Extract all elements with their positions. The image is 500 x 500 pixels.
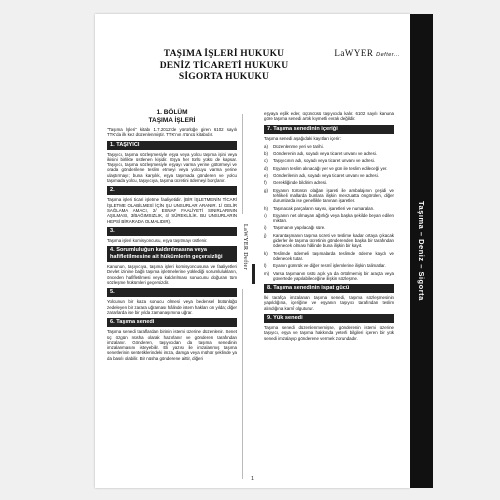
list-item-text: Eyanın gümrük ve diğer resmî işlemlerine ilişkin talimatlar.	[273, 263, 386, 269]
list-item-key: b)	[264, 151, 268, 157]
section-6-heading: 6. Taşıma senedi	[107, 318, 237, 327]
list-item-text: Karantaşmanın taşıma ücreti ve teslime kadar ortaya çıkacak giderler ile taşıma ücretinin gönderenden başka bir tarafından ödenecek olması hâlinde buna ilişkin bir kayıt.	[273, 232, 394, 249]
chapter-side-tab	[410, 14, 433, 488]
list-item-text: Gönderilenin adı, soyadı veya ticaret unvanı ve adresi.	[273, 173, 379, 179]
list-item-text: Taşınacak parçaların sayısı, işaretleri ve numaraları.	[273, 205, 375, 211]
list-item-text: Taşıyıcının adı, soyadı veya ticaret unvanı ve adresi.	[273, 158, 376, 164]
list-item-key: c)	[264, 158, 268, 164]
logo-tag: Defter...	[376, 52, 400, 58]
list-item	[264, 166, 394, 171]
list-item-key: k)	[264, 250, 268, 256]
list-item-key: g)	[264, 187, 268, 193]
list-item	[264, 213, 394, 224]
section-2-heading: 2.	[107, 186, 237, 195]
chapter-title: 1. BÖLÜM TAŞIMA İŞLERİ	[148, 109, 196, 124]
list-item	[264, 263, 394, 268]
section-8-heading: 8. Taşıma senedinin ispat gücü	[264, 284, 394, 293]
section-8-text: İki tarafça imzalanan taşıma senedi, taşıma sözleşmesinin yapıldığına, içeriğine ve eşyanın taşıyıcı tarafından teslim alındığına karnî olguturur.	[264, 295, 394, 311]
lawyer-logo	[334, 48, 400, 58]
mid-logo-bar	[252, 264, 255, 284]
section-6-text: Taşıma senedi taraflardan birinin istemi üzerine düzenlenir. Senet üç özgün nüsha olarak hazırlanır ve gönderen tarafından imzalanır. Gönderen, taşıyıcıdan da taşıma senedinin imzalanmasını isteyebilir. Eli yazısı ile imzalanmış taşıma senetlerinin sentetiklerindeki imza, damga veya mühür şeklinde ya da basılı olabilir. Bir nüsha gönderene aittir, diğeri	[107, 329, 237, 361]
title-line-1: TAŞIMA İŞLERİ HUKUKU	[163, 49, 285, 59]
list-item-key: h)	[264, 205, 268, 211]
list-item-key: d)	[264, 165, 268, 171]
intro-text: "Taşıma İşleri" kitabı 1.7.2012'de yürürlüğe giren 6102 sayılı TTK'da ilk kez düzenlenmiştir. TTK'nın 4'üncü kitabıdır.	[107, 127, 237, 138]
section-7-lead: Taşıma senedi aşağıdaki kayıtları içerir:	[264, 135, 341, 141]
section-9-text: Taşıma senedi düzenlenmemişse, gönderenin istemi üzerine taşıyıcı, eşya ve taşıma hakkında yeterli bilgileri içeren bir yük senedi imzalayıp gönderene vermek zorundadır.	[264, 325, 394, 341]
list-item-key: l)	[264, 263, 267, 269]
title-line-3: SİGORTA HUKUKU	[178, 72, 270, 82]
list-item-key: i)	[264, 225, 267, 231]
section-9-heading: 9. Yük senedi	[264, 314, 394, 323]
section-7-list	[264, 144, 394, 281]
section-4-heading: 4. Sorumluluğun kaldırılmasına veya hafifletilmesine ait hükümlerin geçersizliği	[107, 246, 237, 262]
section-4-text: Kanunun, taşıyıcıya, taşıma işleri komisyoncusuna ve faaliyetleri Devlet izinine bağlı taşıma işletmelerine yüklediği sorumlulukların, önceden hafifletilmesi veya kaldırılması sonucunu doğuran tüm sözleşme hükümleri geçersizdir.	[107, 264, 237, 286]
list-item	[264, 206, 394, 211]
list-item-key: a)	[264, 143, 268, 149]
list-item-text: Düzenlenme yeri ve tarihi.	[273, 143, 324, 149]
list-item	[264, 251, 394, 262]
section-2-text: Taşıma işleri ticari işletme faaliyetidir. (BİR İŞLETMENİN TİCARİ İŞLETME OLABİLMESİ İÇİN ŞU UNSURLAR ARANIR. 1/ GELİR SAĞLAMA AMACI, 2/ ESNAF FAALİYETİ SINIRLARININ AŞILMASI, 3/BAĞIMSIZLIK, 4/ SÜREKLİLİK. BU UNSURLARIN HEPSİ BİRARADA OLMALIDIR).	[107, 197, 237, 224]
list-item-key: j)	[264, 232, 267, 238]
list-item	[264, 225, 394, 230]
section-5-text: Yolcunun bir kaza sonucu ölmesi veya bedensel bütünlüğü zedeleyen bir zarara uğraması hâlinde istem hakları on yılda; diğer zararlarda ise bir yılda zamanaşımına uğrar.	[107, 299, 237, 315]
page-number: 1	[251, 476, 254, 482]
section-1-heading: 1. TAŞIYICI	[107, 141, 237, 150]
section-1-text: Taşıyıcı, taşıma sözleşmesiyle eşya veya yolcu taşıma işini veya ikisini birlikte üstlenen kişidir. Eşya her türlü yükü de kapsar. Taşıyıcı, taşıma sözleşmesiyle eşyayı varma yerine götürmeyi ve orada gönderilene teslim etmeyi veya yolcuyu varma yerine ulaştırmayı; buna karşılık, eşya taşımada gönderen ve yolcu taşımada yolcu, taşıyıcıya, taşıma ücretini ödemeyi borçlanır.	[107, 151, 237, 184]
list-item-key: m)	[264, 270, 270, 276]
section-3-heading: 3.	[107, 227, 237, 236]
column-divider-bottom	[242, 289, 243, 479]
list-item	[264, 271, 394, 282]
column-divider-top	[242, 114, 243, 214]
left-column	[107, 109, 237, 364]
continued-text: eşyaya eşlik eder, üçüncüsü taşıyıcıda kalır. 6102 sayılı kanuna göre taşıma senedi artık kıymetli evrak değildir.	[264, 111, 394, 122]
list-item-text: Varsa taşımanın üstü açık ya da örtülmemiş bir araçta veya güvertede yapılabileceğine ilişkin sözleşme.	[273, 270, 394, 281]
list-item	[264, 173, 394, 178]
list-item-text: Eşyanın net olmayan ağırlığı veya başka şekilde beyan edilen miktarı.	[273, 212, 394, 224]
section-3-text: Taşıma işleri komisyoncusu, eşya taşıtmayı üstlenir.	[107, 237, 208, 243]
title-line-2: DENİZ TİCARETİ HUKUKU	[159, 60, 289, 71]
document-page	[95, 14, 410, 488]
list-item	[264, 158, 394, 163]
right-column	[264, 111, 394, 344]
list-item-text: Eşyanın teslim alınacağı yer ve gün ile teslim edileceği yer.	[273, 165, 388, 171]
list-item	[264, 180, 394, 185]
list-item-key: e)	[264, 173, 268, 179]
list-item	[264, 151, 394, 156]
list-item-key: f)	[264, 180, 267, 186]
section-5-heading: 5.	[107, 288, 237, 297]
list-item-key: ı)	[264, 212, 267, 218]
document-titles	[95, 49, 353, 84]
list-item-text: Eşyanın türünün olağan işareti ile ambalajının çeşidi ve tehlikeli mallarda bunlara ilişkin mevzuatta öngörülen, diğer durumlarda ise genellikle tanınan işaretler.	[273, 187, 394, 204]
list-item	[264, 144, 394, 149]
list-item-text: Teslimde ödemeli taşımalarda teslimde ödeme kaydı ve ödenecek tutar.	[273, 250, 394, 261]
list-item-text: Gönderenin adı, soyadı veya ticaret unvanı ve adresi.	[273, 151, 377, 157]
mid-logo-text: LaWYER Defter	[242, 224, 248, 271]
list-item	[264, 233, 394, 249]
section-7-heading: 7. Taşıma senedinin içeriği	[264, 125, 394, 134]
list-item-text: Gerekliğinde bildirim adresi.	[273, 180, 328, 186]
list-item-text: Taşımanın yapılacağı süre.	[273, 225, 326, 231]
mid-logo	[240, 224, 266, 286]
side-tab-label: Taşıma – Deniz – Sigorta	[417, 201, 426, 301]
logo-brand: LaWYER	[334, 48, 374, 58]
list-item	[264, 188, 394, 204]
